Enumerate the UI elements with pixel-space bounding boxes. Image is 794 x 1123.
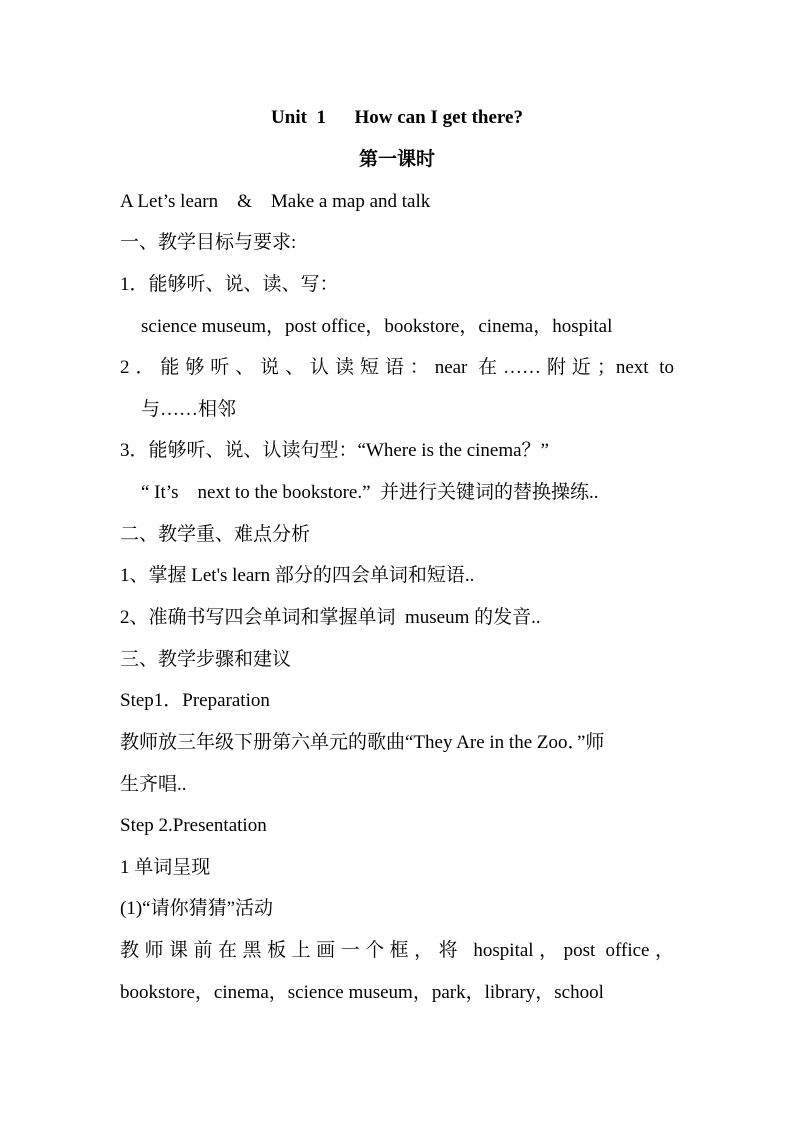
word-presentation-heading: 1 单词呈现	[120, 857, 211, 878]
lesson-subtitle: 第一课时	[358, 149, 435, 170]
key-point-1: 1、掌握 Let's learn 部分的四会单词和短语..	[120, 565, 475, 586]
objective-3-continued: “ It’s next to the bookstore.” 并进行关键词的替换操练..	[141, 482, 599, 503]
guess-activity-heading: (1)“请你猜猜”活动	[120, 898, 274, 919]
step-2-heading: Step 2.Presentation	[120, 815, 267, 836]
step-1-text-continued: 生齐唱..	[120, 774, 187, 795]
heading-steps: 三、教学步骤和建议	[120, 649, 292, 670]
activity-text: 教师课前在黑板上画一个框，将 hospital，post office，	[120, 940, 674, 961]
objective-1: 1．能够听、说、读、写：	[120, 274, 339, 295]
activity-text-continued: bookstore，cinema，science museum，park，library，school	[120, 982, 604, 1003]
heading-key-points: 二、教学重、难点分析	[120, 524, 311, 545]
step-1-text: 教师放三年级下册第六单元的歌曲“They Are in the Zoo．”师	[120, 732, 605, 753]
key-point-2: 2、准确书写四会单词和掌握单词 museum 的发音..	[120, 607, 541, 628]
objective-3: 3．能够听、说、认读句型：“Where is the cinema？”	[120, 440, 549, 461]
objective-2-continued: 与……相邻	[141, 399, 237, 420]
heading-objectives: 一、教学目标与要求:	[120, 232, 297, 253]
step-1-heading: Step1．Preparation	[120, 690, 270, 711]
objective-2: 2．能够听、说、认读短语：near 在……附近；next to	[120, 357, 674, 378]
unit-title: Unit 1 How can I get there?	[271, 107, 523, 128]
vocabulary-list: science museum，post office，bookstore，cinema，hospital	[141, 316, 613, 337]
section-heading: A Let’s learn & Make a map and talk	[120, 191, 431, 212]
